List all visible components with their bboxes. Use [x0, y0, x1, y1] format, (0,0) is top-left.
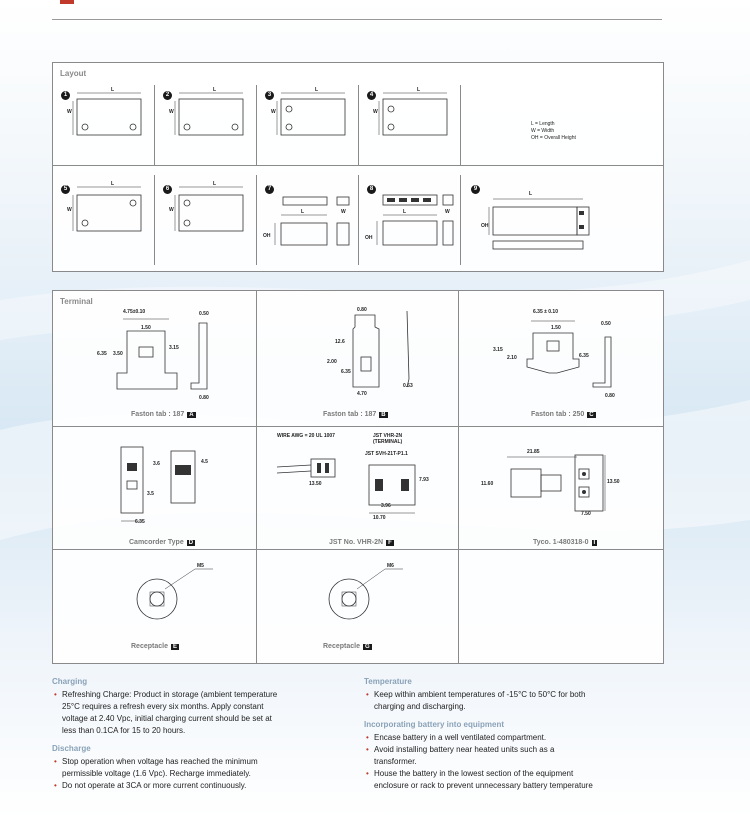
dim-label: 6.35	[97, 351, 107, 357]
dim-length: L	[417, 87, 421, 93]
dim-label: 0.53	[403, 383, 413, 389]
caption-tag: B	[381, 412, 386, 418]
battery-top-view-2	[163, 87, 253, 147]
dim-length: L	[301, 209, 305, 215]
discharge-heading: Discharge	[52, 744, 91, 753]
dim-width: W	[445, 209, 450, 215]
grid-divider	[256, 291, 257, 549]
dim-label: 3.6	[153, 461, 160, 467]
dim-label: (TERMINAL)	[373, 439, 403, 445]
list-item: • Keep within ambient temperatures of -15°C to 50°C for both	[364, 689, 664, 701]
dim-label: 2.10	[507, 355, 517, 361]
legend-length: L = Length	[531, 121, 555, 127]
cell-number: 1	[61, 91, 70, 100]
camcorder-terminal-drawing	[91, 437, 241, 537]
dim-label: 4.75±0.10	[123, 309, 146, 315]
grid-divider	[256, 85, 257, 165]
dim-label: M5	[197, 563, 204, 569]
dim-label: 0.80	[605, 393, 615, 399]
dim-overall-height: OH	[365, 235, 373, 241]
caption-tag: G	[364, 644, 370, 650]
grid-divider	[458, 291, 459, 549]
legend-overall-height: OH = Overall Height	[531, 135, 576, 141]
list-item-continued: transformer.	[374, 757, 417, 766]
dim-label: 3.15	[493, 347, 503, 353]
dim-label: 3.50	[113, 351, 123, 357]
cell-number: 8	[367, 185, 376, 194]
list-item: • Refreshing Charge: Product in storage (ambient temperature	[52, 689, 352, 701]
terminal-title: Terminal	[60, 297, 93, 306]
dim-label: WIRE AWG = 20 UL 1007	[277, 433, 335, 439]
grid-divider	[53, 549, 663, 550]
dim-length: L	[529, 191, 533, 197]
list-item: • Stop operation when voltage has reached the minimum	[52, 756, 352, 768]
dim-width: W	[373, 109, 378, 115]
list-item-continued: 25°C requires a refresh every six months. Apply constant	[62, 702, 264, 711]
caption-faston-c	[531, 411, 596, 418]
cell-number: 4	[367, 91, 376, 100]
temperature-heading: Temperature	[364, 677, 412, 686]
dim-width: W	[169, 109, 174, 115]
grid-divider	[53, 426, 663, 427]
dim-overall-height: OH	[263, 233, 271, 239]
dim-label: 4.70	[357, 391, 367, 397]
grid-divider	[154, 175, 155, 265]
list-item: • House the battery in the lowest section of the equipment	[364, 768, 664, 780]
receptacle-m6-drawing	[315, 563, 425, 633]
cell-number: 6	[163, 185, 172, 194]
list-item-continued: enclosure or rack to prevent unnecessary battery temperature	[374, 781, 593, 790]
legend-width: W = Width	[531, 128, 555, 134]
jst-connector-drawing	[277, 433, 447, 533]
dim-overall-height: OH	[481, 223, 489, 229]
receptacle-m5-drawing	[119, 563, 229, 633]
caption-faston-b	[323, 411, 388, 418]
battery-top-view-6	[163, 183, 253, 243]
caption-receptacle-e	[131, 643, 179, 650]
grid-divider	[358, 175, 359, 265]
grid-divider	[256, 549, 257, 663]
faston-187-b-drawing	[303, 307, 443, 417]
terminal-panel	[52, 290, 664, 664]
caption-camcorder	[129, 539, 195, 546]
battery-side-views-7	[265, 183, 355, 253]
dim-label: 3.15	[169, 345, 179, 351]
dim-label: 6.35	[341, 369, 351, 375]
caption-jst	[329, 539, 394, 546]
list-item-continued: permissible voltage (1.6 Vpc). Recharge immediately.	[62, 769, 251, 778]
dim-label: 0.50	[601, 321, 611, 327]
battery-top-view-1	[61, 87, 151, 147]
caption-tyco	[533, 539, 597, 546]
dim-label: 7.93	[419, 477, 429, 483]
faston-187-a-drawing	[83, 307, 223, 417]
dim-width: W	[169, 207, 174, 213]
layout-panel	[52, 62, 664, 272]
charging-list	[52, 689, 352, 737]
dim-label: 4.5	[201, 459, 208, 465]
tyco-connector-drawing	[471, 441, 641, 541]
caption-tag: C	[589, 412, 594, 418]
layout-title: Layout	[60, 69, 87, 78]
dim-label: 3.5	[147, 491, 154, 497]
dim-label: 6.35 ± 0.10	[533, 309, 558, 315]
cell-number: 9	[471, 185, 480, 194]
dim-label: 6.35	[579, 353, 589, 359]
caption-receptacle-g	[323, 643, 372, 650]
list-item-continued: less than 0.1CA for 15 to 20 hours.	[62, 726, 186, 735]
list-item: • Avoid installing battery near heated units such as a	[364, 744, 664, 756]
battery-top-view-4	[367, 87, 457, 147]
caption-text: Faston tab : 187	[131, 411, 185, 418]
right-text-column	[364, 676, 664, 798]
grid-divider	[53, 165, 663, 166]
dim-label: 10.70	[373, 515, 386, 521]
cell-number: 2	[163, 91, 172, 100]
dim-label: 0.50	[199, 311, 209, 317]
dim-label: 6.35	[135, 519, 145, 525]
dim-label: 13.50	[607, 479, 620, 485]
dim-label: 21.85	[527, 449, 540, 455]
caption-tag: F	[388, 540, 392, 546]
equipment-heading: Incorporating battery into equipment	[364, 720, 505, 729]
dim-label: 0.80	[357, 307, 367, 313]
caption-text: Tyco. 1-480318-0	[533, 539, 589, 546]
battery-top-view-5	[61, 183, 151, 243]
list-item-continued: voltage at 2.40 Vpc, initial charging current should be set at	[62, 714, 272, 723]
dim-label: M6	[387, 563, 394, 569]
dim-label: JST SVH-21T-P1.1	[365, 451, 408, 457]
charging-heading: Charging	[52, 677, 88, 686]
grid-divider	[460, 175, 461, 265]
dim-width: W	[271, 109, 276, 115]
dim-label: 13.50	[309, 481, 322, 487]
battery-top-view-3	[265, 87, 355, 147]
grid-divider	[458, 549, 459, 663]
dimension-legend	[531, 121, 576, 142]
dim-length: L	[111, 87, 115, 93]
grid-divider	[358, 85, 359, 165]
left-text-column	[52, 676, 352, 798]
dim-label: JST VHR-2N	[373, 433, 403, 439]
caption-tag: I	[593, 540, 596, 546]
dim-width: W	[67, 207, 72, 213]
caption-text: Faston tab : 250	[531, 411, 585, 418]
dim-width: W	[67, 109, 72, 115]
caption-faston-a	[131, 411, 196, 418]
caption-text: Receptacle	[131, 643, 168, 650]
dim-label: 1.50	[141, 325, 151, 331]
dim-length: L	[213, 181, 217, 187]
dim-label: 7.50	[581, 511, 591, 517]
grid-divider	[460, 85, 461, 165]
faston-250-c-drawing	[493, 307, 633, 417]
caption-tag: D	[188, 540, 194, 546]
cell-number: 5	[61, 185, 70, 194]
grid-divider	[256, 175, 257, 265]
dim-label: 1.50	[551, 325, 561, 331]
list-item-continued: charging and discharging.	[374, 702, 466, 711]
caption-text: Camcorder Type	[129, 539, 184, 546]
header-rule	[52, 19, 662, 20]
caption-tag: A	[189, 412, 194, 418]
dim-label: 2.00	[327, 359, 337, 365]
battery-side-views-8	[367, 183, 457, 253]
dim-width: W	[341, 209, 346, 215]
equipment-list	[364, 732, 664, 792]
discharge-list	[52, 756, 352, 792]
list-item: • Encase battery in a well ventilated compartment.	[364, 732, 664, 744]
dim-length: L	[315, 87, 319, 93]
temperature-list	[364, 689, 664, 713]
dim-label: 3.96	[381, 503, 391, 509]
caption-tag: E	[172, 644, 177, 650]
caption-text: Faston tab : 187	[323, 411, 377, 418]
dim-length: L	[213, 87, 217, 93]
dim-label: 11.60	[481, 481, 494, 487]
dim-length: L	[111, 181, 115, 187]
caption-text: Receptacle	[323, 643, 360, 650]
brand-mark	[60, 0, 74, 4]
list-item: • Do not operate at 3CA or more current continuously.	[52, 780, 352, 792]
dim-length: L	[403, 209, 407, 215]
dim-label: 0.80	[199, 395, 209, 401]
cell-number: 3	[265, 91, 274, 100]
caption-text: JST No. VHR-2N	[329, 539, 384, 546]
battery-side-views-9	[471, 183, 601, 253]
grid-divider	[154, 85, 155, 165]
dim-label: 12.6	[335, 339, 345, 345]
cell-number: 7	[265, 185, 274, 194]
